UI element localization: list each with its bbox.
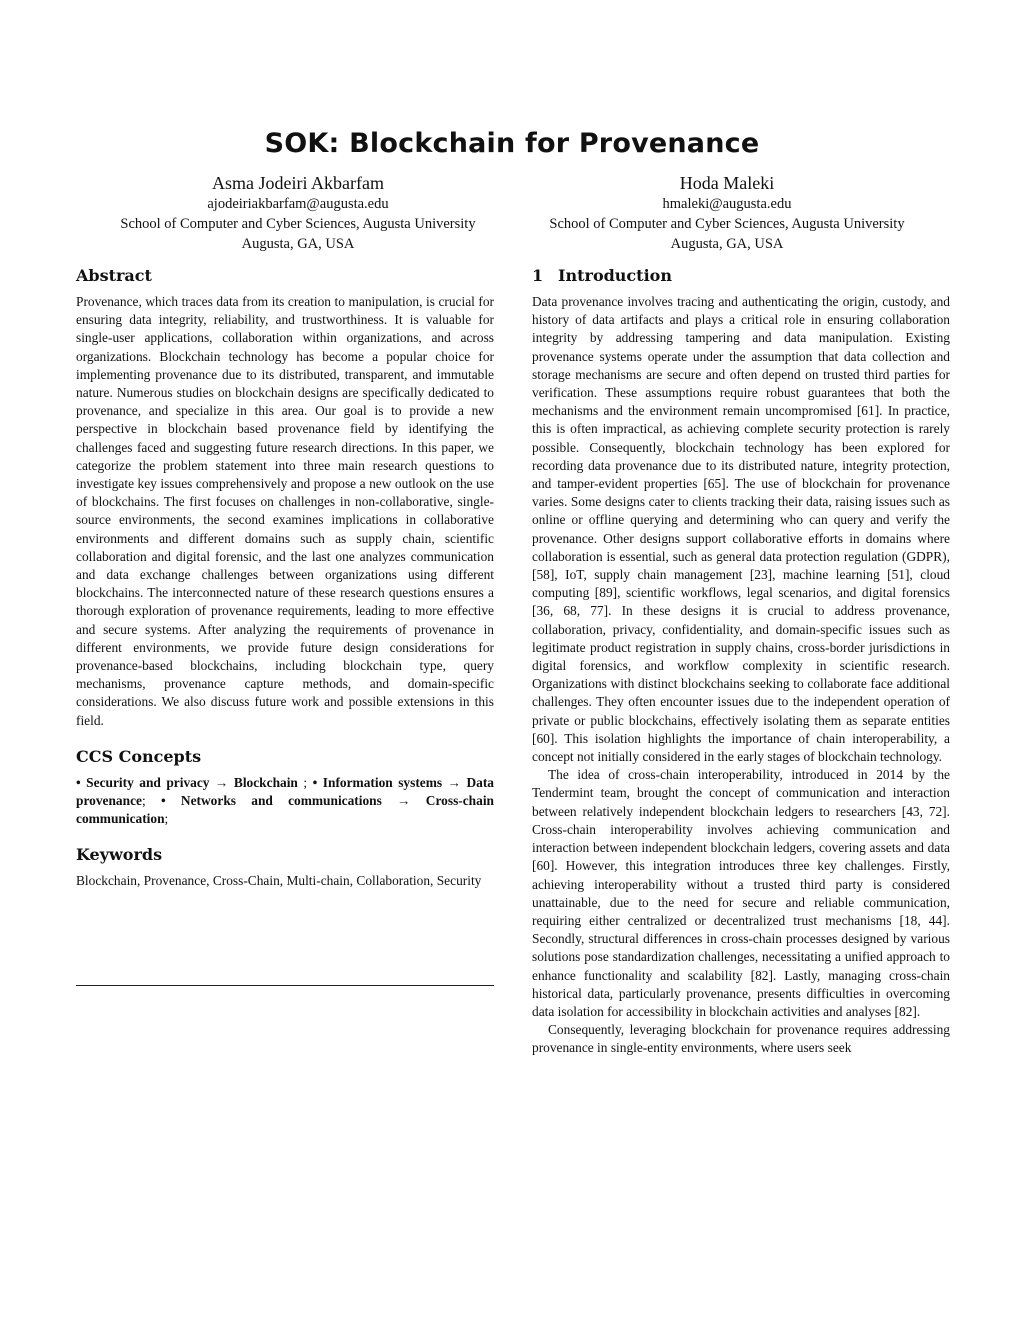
ccs-heading: CCS Concepts — [76, 746, 202, 766]
ccs-separator: ; — [141, 793, 161, 809]
ccs-concepts — [76, 774, 494, 829]
author-name: Hoda Maleki — [679, 173, 775, 193]
section-number: 1 — [532, 266, 544, 285]
author-block-2 — [487, 172, 967, 254]
left-column — [76, 265, 494, 907]
section-heading — [532, 265, 950, 287]
right-column — [532, 265, 950, 1058]
author-block-1 — [58, 172, 538, 254]
author-affiliation: School of Computer and Cyber Sciences, Augusta University — [549, 216, 905, 232]
keywords-text: Blockchain, Provenance, Cross-Chain, Multi-chain, Collaboration, Security — [76, 873, 482, 889]
abstract-text: Provenance, which traces data from its creation to manipulation, is crucial for ensuring data integrity, reliability, and trustworthiness. It is valuable for single-user applications, collaboration within organizations, and across organizations. Blockchain technology has become a popular choice for implementing provenance due to its distributed, transparent, and immutable nature. Numerous studies on blockchain designs are specifically dedicated to provenance, and specialize in this area. Our goal is to provide a new perspective in blockchain based provenance field by identifying the challenges faced and suggesting future research directions. In this paper, we categorize the problem statement into three main research questions to investigate key issues comprehensively and propose a new outlook on the use of blockchains. The first focuses on challenges in non-collaborative, single-source environments, the second examines implications in collaborative environments and different domains such as supply chain, scientific collaboration and digital forensic, and the last one analyzes communication and data exchange challenges between organizations using different blockchains. The interconnected nature of these research questions ensures a thorough exploration of provenance requirements, leading to more effective and secure systems. After analyzing the requirements of provenance in different environments, we provide future design considerations for provenance-based blockchains, including blockchain type, query mechanisms, provenance capture methods, and domain-specific considerations. We also discuss future work and possible extensions in this field. — [76, 294, 494, 728]
abstract-section — [76, 265, 494, 730]
author-name: Asma Jodeiri Akbarfam — [212, 173, 384, 193]
ccs-separator: ; — [297, 774, 313, 790]
keywords-section — [76, 844, 494, 890]
author-location: Augusta, GA, USA — [241, 236, 355, 252]
abstract-heading: Abstract — [76, 266, 152, 285]
author-location: Augusta, GA, USA — [670, 236, 784, 252]
keywords-heading: Keywords — [76, 845, 163, 865]
author-email: hmaleki@augusta.edu — [662, 196, 792, 212]
author-email: ajodeiriakbarfam@augusta.edu — [207, 196, 389, 212]
paper-title: SOK: Blockchain for Provenance — [264, 128, 760, 159]
ccs-section — [76, 746, 494, 829]
footnote-rule — [76, 985, 494, 986]
ccs-separator: ; — [164, 811, 169, 827]
intro-paragraph: Data provenance involves tracing and authenticating the origin, custody, and history of data artifacts and plays a critical role in ensuring collaboration integrity by addressing tampering and data manipulation. Existing provenance systems operate under the assumption that data collection and storage mechanisms are secure and often depend on trusted third parties for verification. These assumptions require robust guarantees that both the mechanisms and the environment remain uncompromised [61]. In practice, this is often impractical, as achieving complete security protection is rarely possible. Consequently, blockchain technology has been explored for recording data provenance due to its distributed nature, integrity protection, and tamper-evident properties [65]. The use of blockchain for provenance varies. Some designs cater to clients tracking their data, raising issues such as online or offline querying and determining who can query and verify the provenance. Other designs support collaborative efforts in domains where collaboration is essential, such as general data protection regulation (GDPR), [58], IoT, supply chain management [23], machine learning [51], cloud computing [89], scientific workflows, legal scenarios, and digital forensics [36, 68, 77]. In these designs it is crucial to address provenance, collaboration, privacy, confidentiality, and domain-specific issues such as legitimate product registration in supply chains, cross-border jurisdictions in digital forensics, and workflow complexity in scientific research. Organizations with distinct blockchains seeking to collaborate face additional challenges. They often encounter issues due to the independent operation of private or public blockchains, effectively isolating them as separate entities [60]. This isolation highlights the importance of chain interoperability, a concept not initially considered in the early stages of blockchain technology. — [532, 294, 950, 765]
author-affiliation: School of Computer and Cyber Sciences, Augusta University — [120, 216, 476, 232]
intro-paragraph: The idea of cross-chain interoperability, introduced in 2014 by the Tendermint team, brought the concept of communication and interaction between relatively independent blockchain ledgers to researchers [43, 72]. Cross-chain interoperability involves achieving communication and interaction between independent blockchain ledgers, covering assets and data [60]. However, this integration introduces three key challenges. Firstly, achieving interoperability without a trusted third party is considered unattainable, due to the need for secure and reliable communication, requiring either centralized or decentralized trust mechanisms [18, 44]. Secondly, structural differences in cross-chain processes designed by various solutions pose standardization challenges, necessitating a unified approach to enhance functionality and scalability [82]. Lastly, managing cross-chain historical data, particularly provenance, presents difficulties in overcoming data isolation for accessibility in blockchain activities and analyses [82]. — [532, 767, 950, 1019]
section-title: Introduction — [558, 266, 672, 285]
ccs-concept: • Information systems → Data provenance — [76, 774, 495, 809]
ccs-concept: • Security and privacy → Blockchain — [76, 774, 298, 790]
ccs-concept: • Networks and communications → Cross-chain communication — [76, 793, 494, 827]
intro-paragraph: Consequently, leveraging blockchain for provenance requires addressing provenance in single-entity environments, where users seek — [532, 1022, 950, 1056]
